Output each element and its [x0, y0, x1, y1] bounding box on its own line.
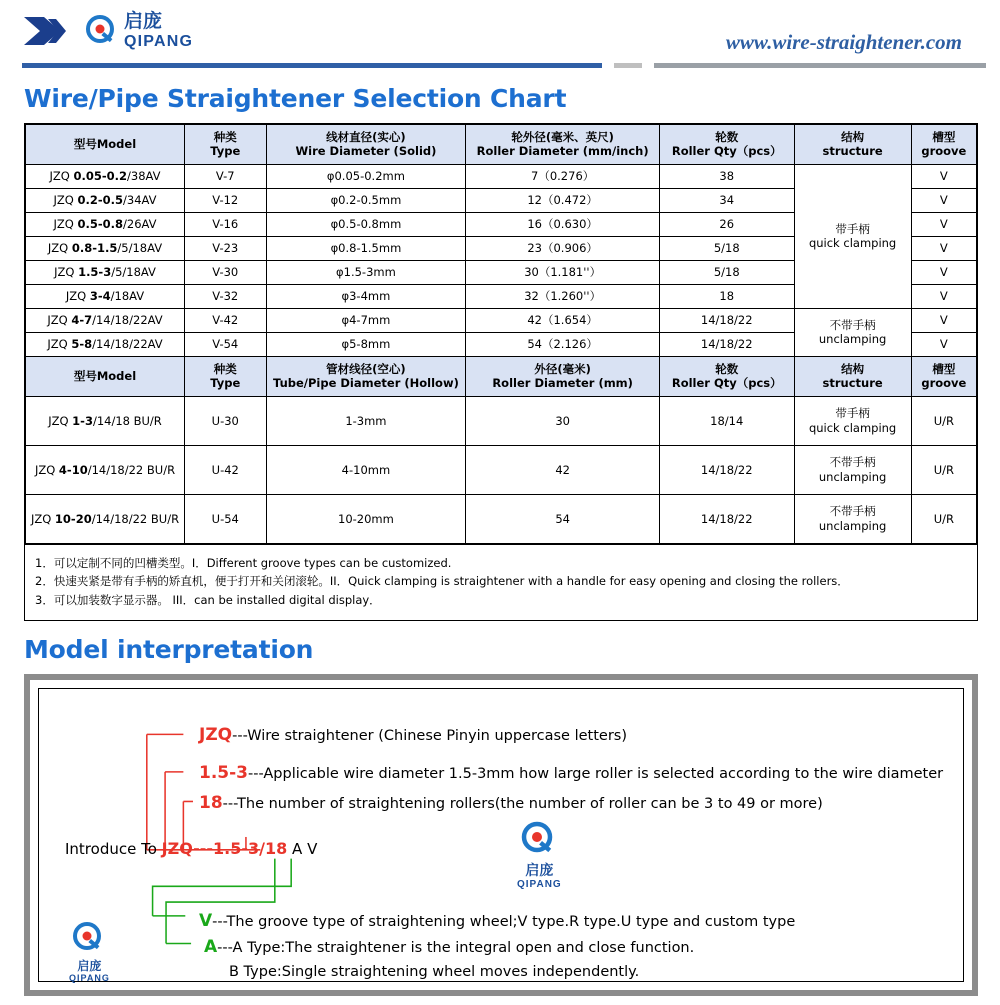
cell-type: V-32 — [185, 284, 267, 308]
v-code: V — [199, 911, 213, 932]
cell-roller-qty: 18/14 — [659, 396, 794, 445]
cell-type: U-30 — [185, 396, 267, 445]
table-row — [26, 308, 977, 332]
cell-roller-qty: 14/18/22 — [659, 308, 794, 332]
cell-roller-diameter: 23（0.906） — [466, 236, 660, 260]
qipang-logo-center — [517, 821, 562, 890]
cell-type: V-7 — [185, 164, 267, 188]
introduce-to-suffix: A V — [287, 840, 318, 859]
cell-structure: 不带手柄 unclamping — [794, 494, 911, 543]
size-explanation — [199, 763, 943, 783]
cell-wire-diameter: φ0.5-0.8mm — [266, 212, 466, 236]
double-arrow-icon — [22, 13, 74, 49]
v-desc: ---The groove type of straightening wheel;V type.R type.U type and custom type — [212, 914, 796, 931]
qipang-q-logo-icon — [84, 14, 118, 48]
selection-table — [25, 124, 977, 544]
brand-name-en: QIPANG — [69, 973, 110, 984]
introduce-to-code: JZQ---1.5-3/18 — [161, 839, 288, 859]
cell-groove: U/R — [911, 494, 976, 543]
cell-roller-diameter: 42（1.654） — [466, 308, 660, 332]
cell-type: V-12 — [185, 188, 267, 212]
table-header-cell: 槽型 groove — [911, 125, 976, 165]
cell-type: U-54 — [185, 494, 267, 543]
brand-name-cn: 启庞 — [525, 863, 554, 880]
cell-type: V-16 — [185, 212, 267, 236]
table-header-cell: 线材直径(实心) Wire Diameter (Solid) — [266, 125, 466, 165]
cell-model: JZQ 1.5-3/5/18AV — [26, 260, 185, 284]
cell-type: V-23 — [185, 236, 267, 260]
table-row — [26, 494, 977, 543]
page-header — [0, 0, 1000, 70]
model-interpretation-title: Model interpretation — [24, 635, 314, 665]
cell-wire-diameter: φ0.05-0.2mm — [266, 164, 466, 188]
cell-groove: V — [911, 188, 976, 212]
cell-groove: V — [911, 284, 976, 308]
table-header-cell: 管材线径(空心) Tube/Pipe Diameter (Hollow) — [266, 356, 466, 396]
table-header-cell: 轮数 Roller Qty（pcs） — [659, 125, 794, 165]
a-explanation — [204, 937, 694, 957]
brand-name-en: QIPANG — [517, 879, 562, 891]
cell-groove: U/R — [911, 445, 976, 494]
size-desc: ---Applicable wire diameter 1.5-3mm how large roller is selected according to the wire diameter — [248, 766, 944, 783]
selection-table-frame — [24, 123, 978, 545]
cell-roller-qty: 38 — [659, 164, 794, 188]
cell-roller-diameter: 16（0.630） — [466, 212, 660, 236]
cell-groove: V — [911, 308, 976, 332]
qipang-logo — [84, 12, 193, 50]
cell-roller-diameter: 30（1.181''） — [466, 260, 660, 284]
notes-block — [24, 545, 978, 622]
cell-type: V-30 — [185, 260, 267, 284]
rollers-code: 18 — [199, 793, 223, 814]
table-header-cell: 型号Model — [26, 356, 185, 396]
header-divider — [22, 63, 986, 68]
table-row — [26, 445, 977, 494]
cell-wire-diameter: φ3-4mm — [266, 284, 466, 308]
page-title: Wire/Pipe Straightener Selection Chart — [24, 84, 567, 113]
website-url[interactable]: www.wire-straightener.com — [725, 30, 962, 54]
cell-type: U-42 — [185, 445, 267, 494]
rollers-explanation — [199, 793, 823, 813]
cell-model: JZQ 5-8/14/18/22AV — [26, 332, 185, 356]
cell-groove: V — [911, 236, 976, 260]
cell-roller-diameter: 12（0.472） — [466, 188, 660, 212]
table-header-cell: 外径(毫米) Roller Diameter (mm) — [466, 356, 660, 396]
v-explanation — [199, 911, 795, 931]
introduce-to-label: Introduce To — [65, 840, 162, 859]
cell-roller-qty: 26 — [659, 212, 794, 236]
cell-type: V-42 — [185, 308, 267, 332]
cell-model: JZQ 0.5-0.8/26AV — [26, 212, 185, 236]
cell-type: V-54 — [185, 332, 267, 356]
table-row — [26, 396, 977, 445]
table-header-cell: 结构 structure — [794, 125, 911, 165]
table-row — [26, 164, 977, 188]
cell-wire-diameter: φ0.8-1.5mm — [266, 236, 466, 260]
size-code: 1.5-3 — [199, 763, 248, 784]
cell-roller-qty: 14/18/22 — [659, 332, 794, 356]
cell-roller-qty: 5/18 — [659, 260, 794, 284]
table-header-cell: 轮数 Roller Qty（pcs） — [659, 356, 794, 396]
note-item: 2．快速夹紧是带有手柄的矫直机，便于打开和关闭滚轮。II．Quick clamping is straightener with a handle for easy opening and closing the rollers． — [35, 574, 849, 589]
cell-wire-diameter: φ1.5-3mm — [266, 260, 466, 284]
table-header-cell: 结构 structure — [794, 356, 911, 396]
introduce-to-line — [65, 839, 317, 858]
model-interpretation-content — [39, 689, 963, 984]
table-header-cell: 种类 Type — [185, 356, 267, 396]
qipang-q-logo-icon — [71, 921, 107, 955]
table-header-row — [26, 125, 977, 165]
cell-structure: 不带手柄 unclamping — [794, 445, 911, 494]
cell-roller-diameter: 54 — [466, 494, 660, 543]
jzq-desc: ---Wire straightener (Chinese Pinyin uppercase letters) — [232, 728, 628, 745]
cell-groove: U/R — [911, 396, 976, 445]
cell-roller-diameter: 32（1.260''） — [466, 284, 660, 308]
cell-roller-diameter: 54（2.126） — [466, 332, 660, 356]
table-header-cell: 槽型 groove — [911, 356, 976, 396]
table-header-cell: 种类 Type — [185, 125, 267, 165]
cell-roller-qty: 5/18 — [659, 236, 794, 260]
brand-logo — [22, 12, 193, 50]
cell-wire-diameter: φ0.2-0.5mm — [266, 188, 466, 212]
cell-roller-qty: 14/18/22 — [659, 445, 794, 494]
brand-name-cn: 启庞 — [124, 10, 163, 32]
cell-model: JZQ 0.8-1.5/5/18AV — [26, 236, 185, 260]
cell-roller-qty: 34 — [659, 188, 794, 212]
table-header-row — [26, 356, 977, 396]
cell-groove: V — [911, 212, 976, 236]
model-interpretation-box — [24, 674, 978, 996]
cell-roller-diameter: 7（0.276） — [466, 164, 660, 188]
cell-model: JZQ 4-10/14/18/22 BU/R — [26, 445, 185, 494]
cell-model: JZQ 3-4/18AV — [26, 284, 185, 308]
b-explanation: B Type:Single straightening wheel moves independently. — [229, 964, 640, 981]
cell-groove: V — [911, 332, 976, 356]
table-header-cell: 型号Model — [26, 125, 185, 165]
cell-tube-diameter: 1-3mm — [266, 396, 466, 445]
cell-tube-diameter: 10-20mm — [266, 494, 466, 543]
cell-tube-diameter: 4-10mm — [266, 445, 466, 494]
qipang-logo-bottom — [69, 921, 110, 983]
model-interpretation-inner-border — [38, 688, 964, 982]
cell-structure: 带手柄 quick clamping — [794, 396, 911, 445]
note-item: 1．可以定制不同的凹槽类型。I．Different groove types can be customized. — [35, 555, 452, 570]
cell-roller-diameter: 30 — [466, 396, 660, 445]
jzq-code: JZQ — [199, 725, 233, 746]
brand-name-cn: 启庞 — [77, 959, 102, 974]
cell-model: JZQ 1-3/14/18 BU/R — [26, 396, 185, 445]
qipang-q-logo-icon — [519, 821, 559, 859]
cell-roller-diameter: 42 — [466, 445, 660, 494]
jzq-explanation — [199, 725, 627, 745]
cell-model: JZQ 0.05-0.2/38AV — [26, 164, 185, 188]
rollers-desc: ---The number of straightening rollers(the number of roller can be 3 to 49 or more) — [222, 796, 823, 813]
cell-groove: V — [911, 260, 976, 284]
cell-structure: 带手柄 quick clamping — [794, 164, 911, 308]
a-desc: ---A Type:The straightener is the integral open and close function. — [217, 940, 695, 957]
cell-model: JZQ 10-20/14/18/22 BU/R — [26, 494, 185, 543]
cell-groove: V — [911, 164, 976, 188]
a-code: A — [204, 937, 218, 958]
cell-roller-qty: 14/18/22 — [659, 494, 794, 543]
table-header-cell: 轮外径(毫米、英尺) Roller Diameter (mm/inch) — [466, 125, 660, 165]
cell-model: JZQ 0.2-0.5/34AV — [26, 188, 185, 212]
note-item: 3．可以加装数字显示器。 III．can be installed digital display． — [35, 593, 381, 608]
cell-roller-qty: 18 — [659, 284, 794, 308]
brand-name-en: QIPANG — [124, 33, 194, 50]
cell-model: JZQ 4-7/14/18/22AV — [26, 308, 185, 332]
cell-structure: 不带手柄 unclamping — [794, 308, 911, 356]
cell-wire-diameter: φ5-8mm — [266, 332, 466, 356]
cell-wire-diameter: φ4-7mm — [266, 308, 466, 332]
